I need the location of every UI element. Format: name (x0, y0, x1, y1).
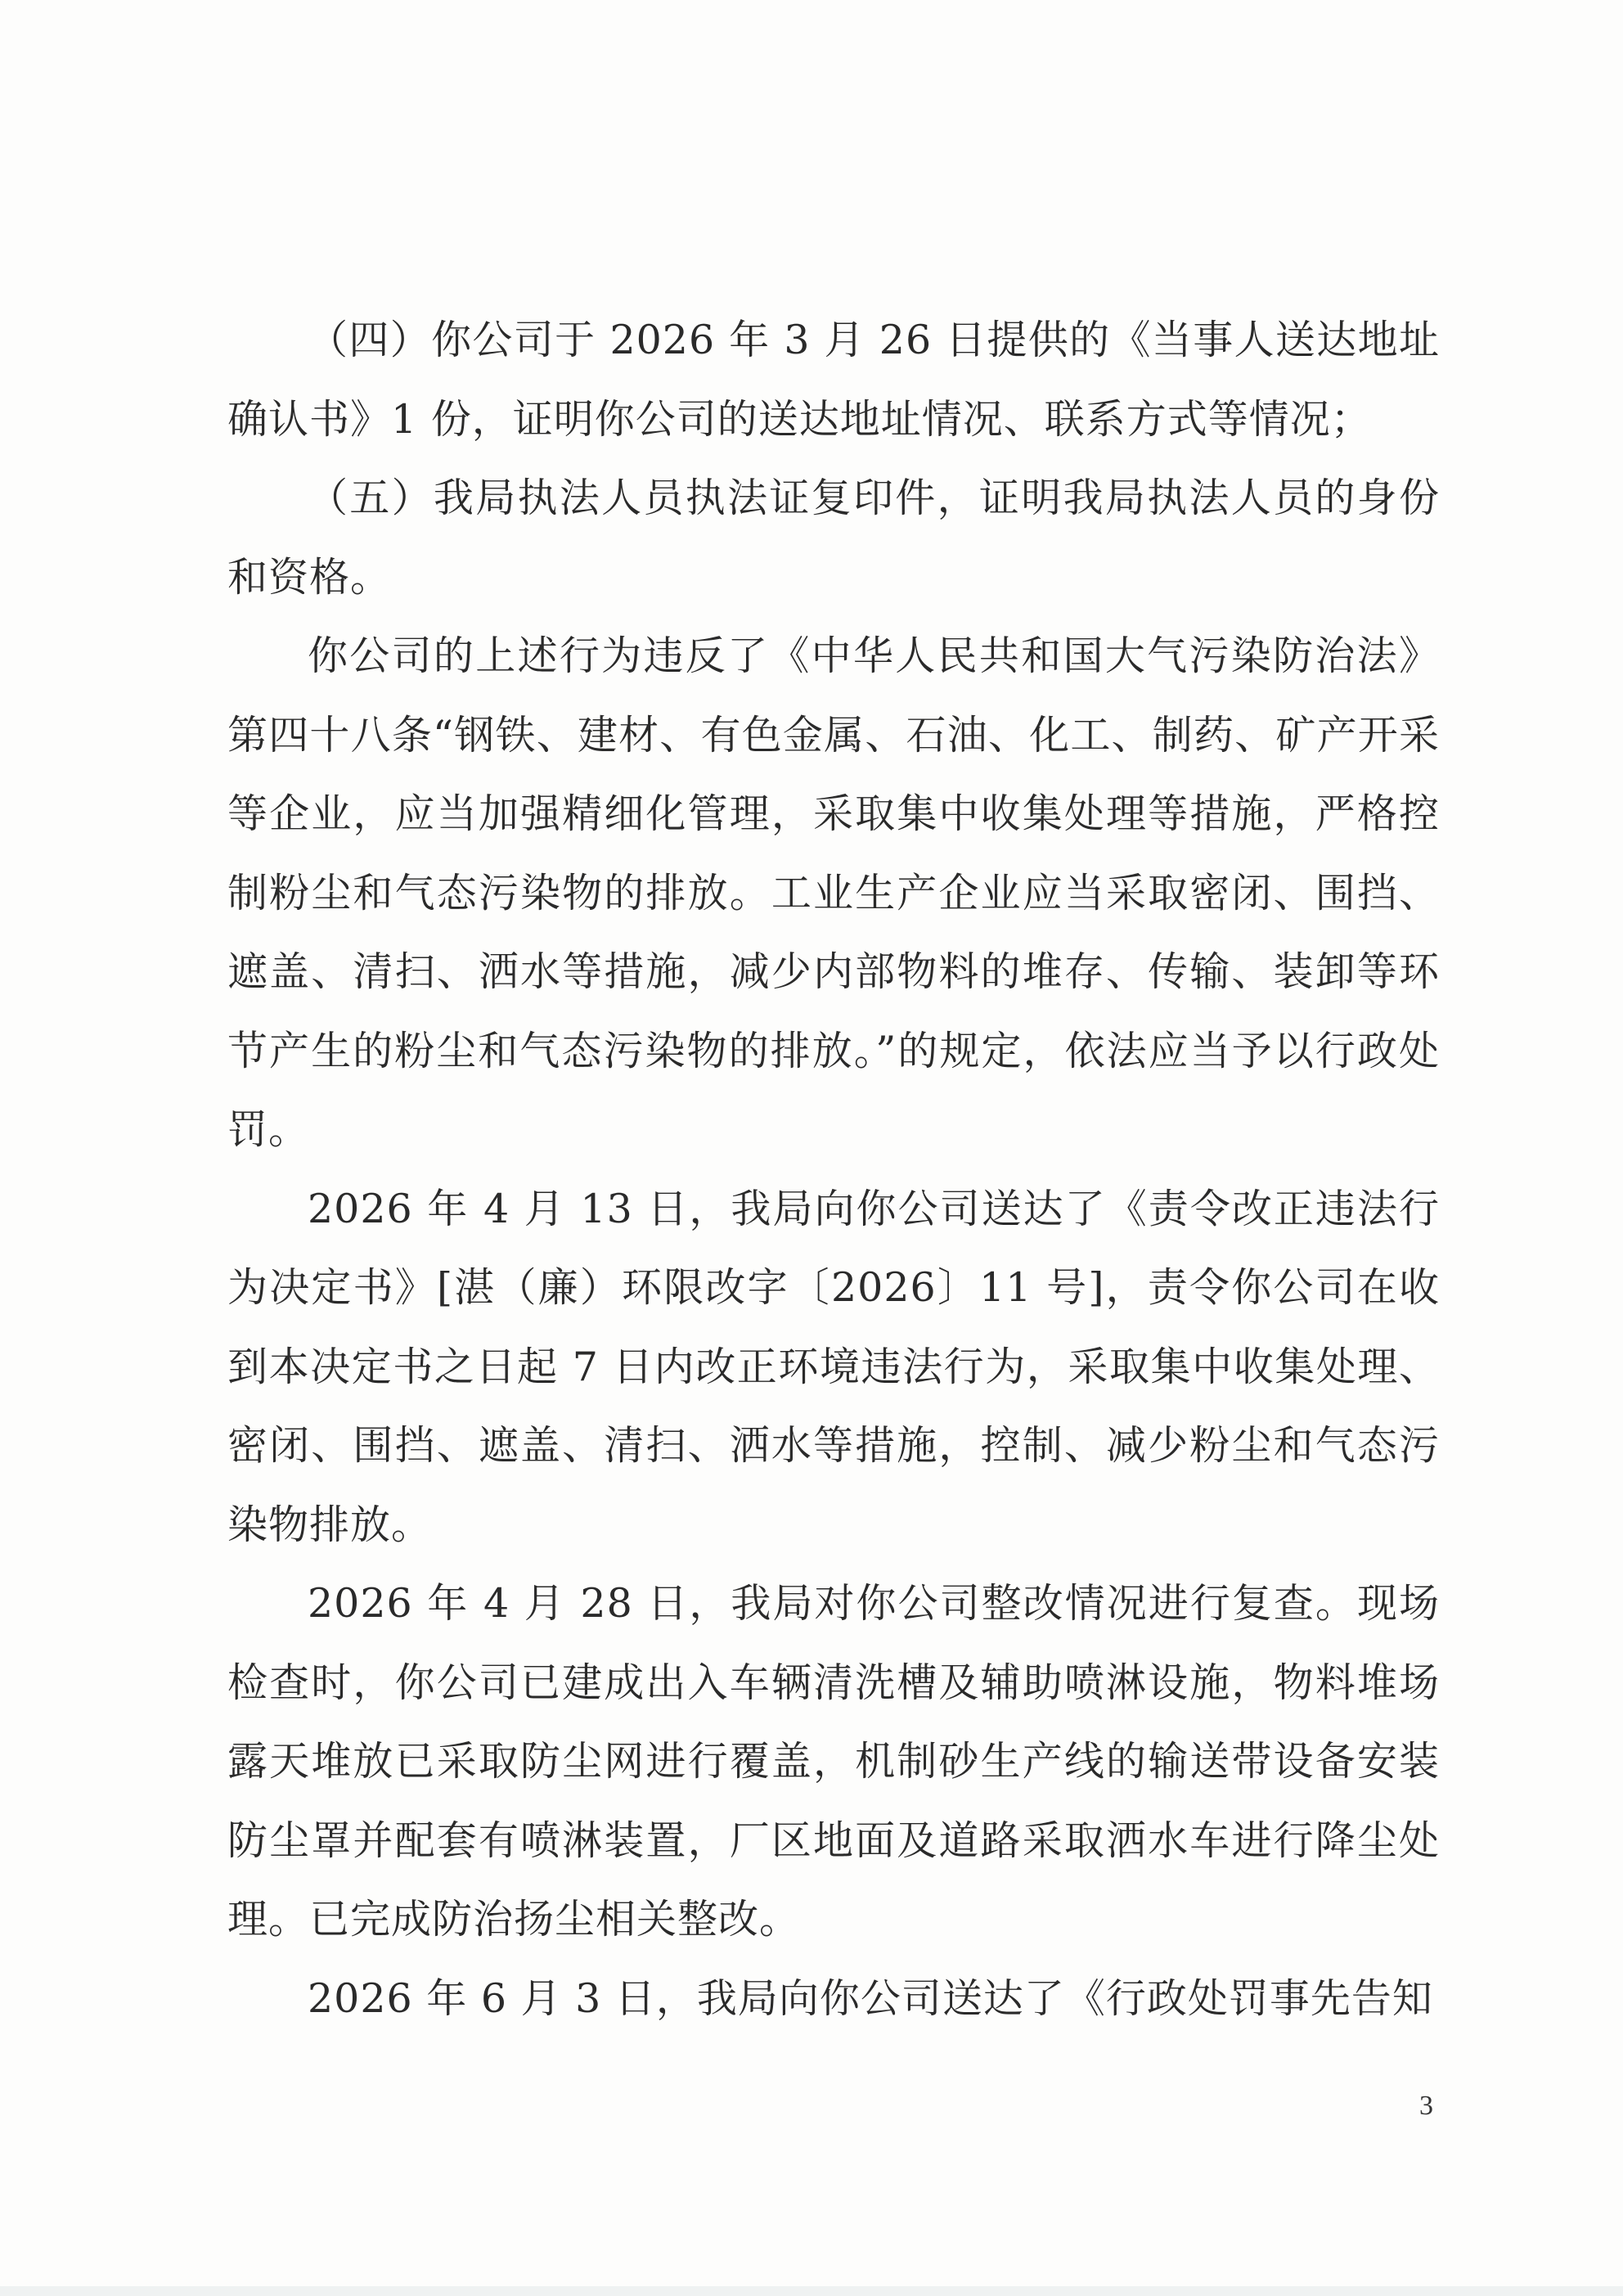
paragraph-correction-order: 2026 年 4 月 13 日，我局向你公司送达了《责令改正违法行为决定书》[湛（廉）环限改字〔2026〕11 号]，责令你公司在收到本决定书之日起 7 日内改正环境违法行为，采取集中收集处理、密闭、围挡、遮盖、清扫、洒水等措施，控制、减少粉尘和气态污染物排放。 (227, 1185, 1440, 1548)
page-number: 3 (1419, 2091, 1433, 2121)
document-body (227, 301, 1440, 2038)
paragraph-evidence-4: （四）你公司于 2026 年 3 月 26 日提供的《当事人送达地址确认书》1 份，证明你公司的送达地址情况、联系方式等情况； (227, 317, 1440, 443)
paragraph-violation: 你公司的上述行为违反了《中华人民共和国大气污染防治法》第四十八条“钢铁、建材、有色金属、石油、化工、制药、矿产开采等企业，应当加强精细化管理，采取集中收集处理等措施，严格控制粉尘和气态污染物的排放。工业生产企业应当采取密闭、围挡、遮盖、清扫、洒水等措施，减少内部物料的堆存、传输、装卸等环节产生的粉尘和气态污染物的排放。”的规定，依法应当予以行政处罚。 (227, 633, 1440, 1153)
scan-edge (0, 2286, 1623, 2296)
paragraph-notice: 2026 年 6 月 3 日，我局向你公司送达了《行政处罚事先告知 (308, 1974, 1433, 2022)
paragraph-reinspection: 2026 年 4 月 28 日，我局对你公司整改情况进行复查。现场检查时，你公司已建成出入车辆清洗槽及辅助喷淋设施，物料堆场露天堆放已采取防尘网进行覆盖，机制砂生产线的输送带设备安装防尘罩并配套有喷淋装置，厂区地面及道路采取洒水车进行降尘处理。已完成防治扬尘相关整改。 (227, 1580, 1440, 1943)
paragraph-evidence-5: （五）我局执法人员执法证复印件，证明我局执法人员的身份和资格。 (227, 475, 1440, 601)
